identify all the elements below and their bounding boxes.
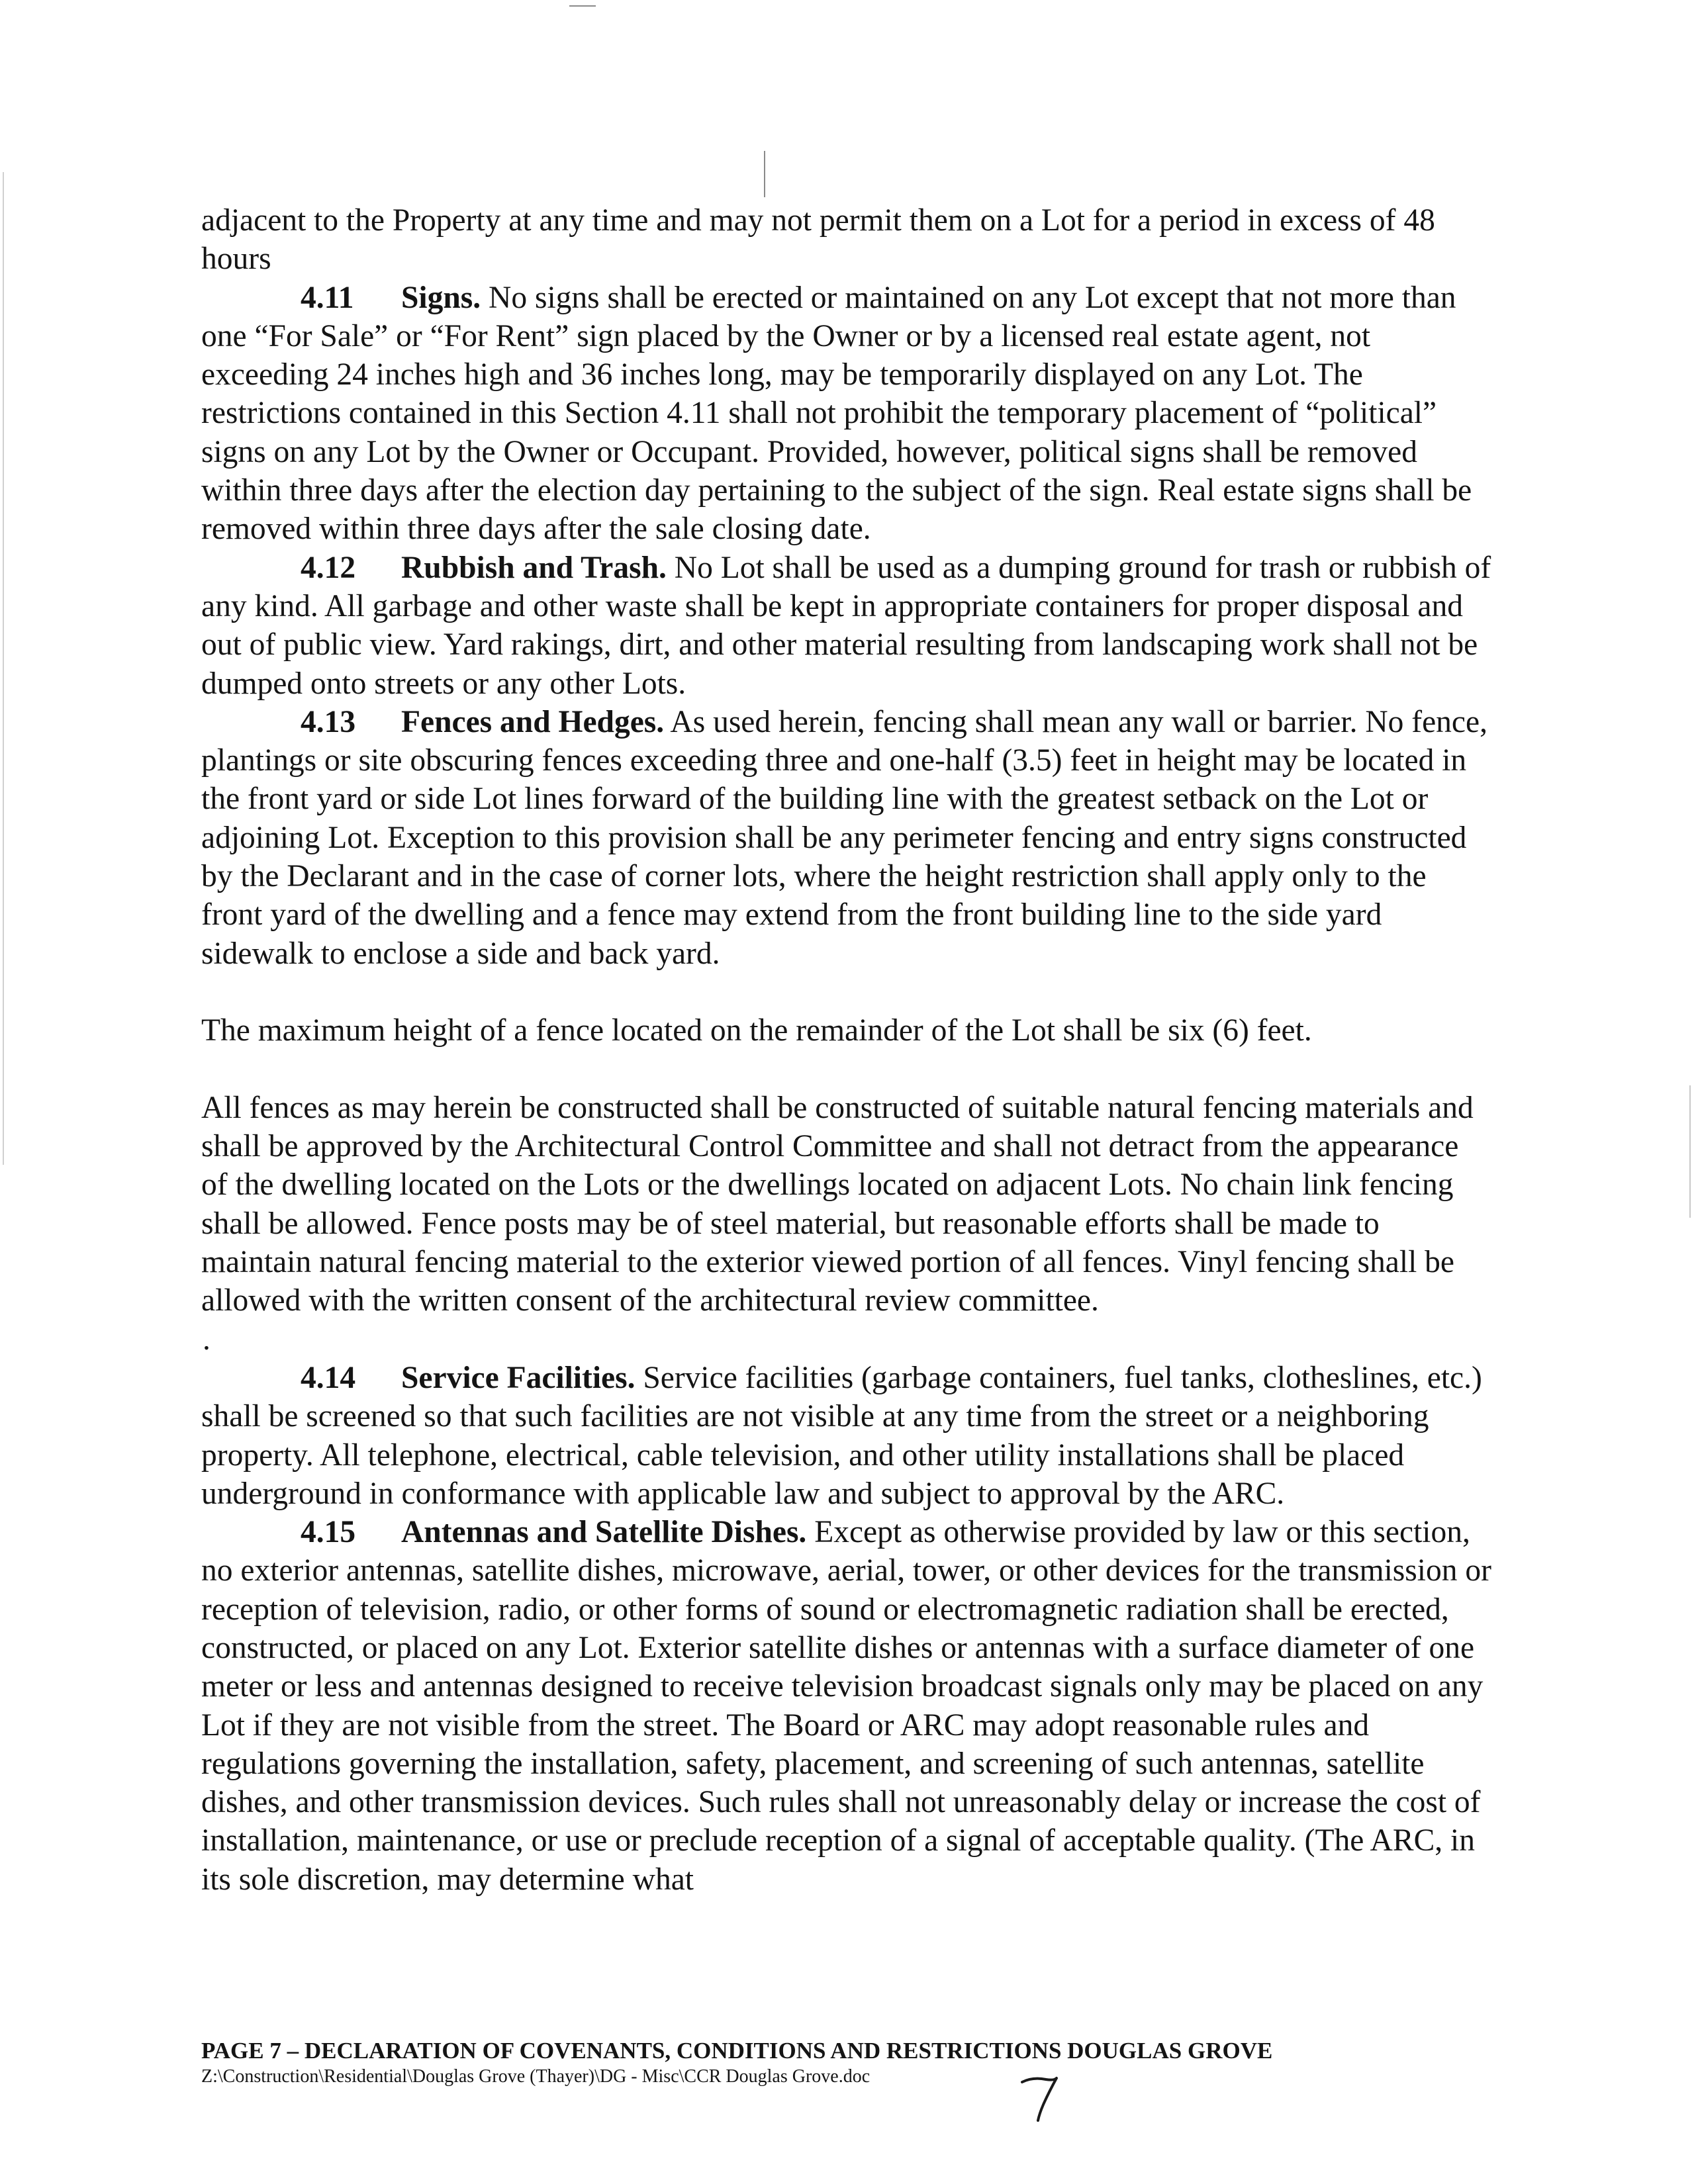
fence-materials-paragraph: All fences as may herein be constructed shall be constructed of suitable natural fencing materials and shall be approved by the Architectural Control Committee and shall not detract from the appearance of the dwelling located on the Lots or the dwellings located on adjacent Lots. No chain link fencing shall be allowed. Fence posts may be of steel material, but reasonable efforts shall be made to maintain natural fencing material to the exterior viewed portion of all fences. Vinyl fencing shall be allowed with the written consent of the architectural review committee.: [201, 1090, 1474, 1318]
section-heading: Rubbish and Trash.: [401, 550, 667, 585]
section-4-13: [201, 703, 1492, 973]
footer-file-path: Z:\Construction\Residential\Douglas Grove (Thayer)\DG - Misc\CCR Douglas Grove.doc: [201, 2066, 871, 2087]
section-text: No Lot shall be used as a dumping ground for trash or rubbish of any kind. All garbage and other waste shall be kept in appropriate containers for proper disposal and out of public view. Yard rakings, dirt, and other material resulting from landscaping work shall not be dumped onto streets or any other Lots.: [201, 550, 1491, 701]
footer-title: PAGE 7 – DECLARATION OF COVENANTS, CONDITIONS AND RESTRICTIONS DOUGLAS GROVE: [201, 2038, 1273, 2064]
section-heading: Fences and Hedges.: [401, 704, 665, 739]
handwritten-page-number: [1018, 2070, 1064, 2123]
spacer: [201, 973, 1492, 1011]
stray-mark: .: [203, 1322, 211, 1357]
continuation-paragraph: adjacent to the Property at any time and may not permit them on a Lot for a period in excess of 48 hours: [201, 203, 1435, 277]
fence-height-paragraph: The maximum height of a fence located on the remainder of the Lot shall be six (6) feet.: [201, 1013, 1312, 1048]
section-heading: Service Facilities.: [401, 1360, 636, 1395]
scan-artifact-vertical: [764, 151, 765, 197]
spacer: [201, 1050, 1492, 1089]
section-number: 4.14: [301, 1360, 356, 1395]
section-text: No signs shall be erected or maintained on any Lot except that not more than one “For Sale” or “For Rent” sign placed by the Owner or by a licensed real estate agent, not exceeding 24 inches high and 36 inches long, may be temporarily displayed on any Lot. The restrictions contained in this Section 4.11 shall not prohibit the temporary placement of “political” signs on any Lot by the Owner or Occupant. Provided, however, political signs shall be removed within three days after the election day pertaining to the subject of the sign. Real estate signs shall be removed within three days after the sale closing date.: [201, 280, 1472, 547]
scan-artifact-right-edge: [1689, 1085, 1691, 1218]
section-text: As used herein, fencing shall mean any wall or barrier. No fence, plantings or site obscuring fences exceeding three and one-half (3.5) feet in height may be located in the front yard or side Lot lines forward of the building line with the greatest setback on the Lot or adjoining Lot. Exception to this provision shall be any perimeter fencing and entry signs constructed by the Declarant and in the case of corner lots, where the height restriction shall apply only to the front yard of the dwelling and a fence may extend from the front building line to the side yard sidewalk to enclose a side and back yard.: [201, 704, 1487, 971]
scan-artifact-left-edge: [3, 172, 4, 1165]
section-number: 4.15: [301, 1515, 356, 1550]
section-number: 4.13: [301, 704, 356, 739]
section-heading: Signs.: [401, 280, 481, 315]
document-body: [201, 201, 1492, 1899]
section-4-12: [201, 549, 1492, 703]
section-4-11: [201, 279, 1492, 549]
section-4-15: [201, 1513, 1492, 1899]
section-text: Service facilities (garbage containers, fuel tanks, clotheslines, etc.) shall be screened so that such facilities are not visible at any time from the street or a neighboring property. All telephone, electrical, cable television, and other utility installations shall be placed underground in conformance with applicable law and subject to approval by the ARC.: [201, 1360, 1482, 1511]
scan-artifact-top: [569, 5, 596, 7]
section-4-14: [201, 1359, 1492, 1513]
section-heading: Antennas and Satellite Dishes.: [401, 1515, 807, 1550]
section-number: 4.12: [301, 550, 356, 585]
section-text: Except as otherwise provided by law or this section, no exterior antennas, satellite dishes, microwave, aerial, tower, or other devices for the transmission or reception of television, radio, or other forms of sound or electromagnetic radiation shall be erected, constructed, or placed on any Lot. Exterior satellite dishes or antennas with a surface diameter of one meter or less and antennas designed to receive television broadcast signals only may be placed on any Lot if they are not visible from the street. The Board or ARC may adopt reasonable rules and regulations governing the installation, safety, placement, and screening of such antennas, satellite dishes, and other transmission devices. Such rules shall not unreasonably delay or increase the cost of installation, maintenance, or use or preclude reception of a signal of acceptable quality. (The ARC, in its sole discretion, may determine what: [201, 1515, 1491, 1897]
section-number: 4.11: [301, 280, 354, 315]
page-footer: [201, 2037, 1525, 2089]
